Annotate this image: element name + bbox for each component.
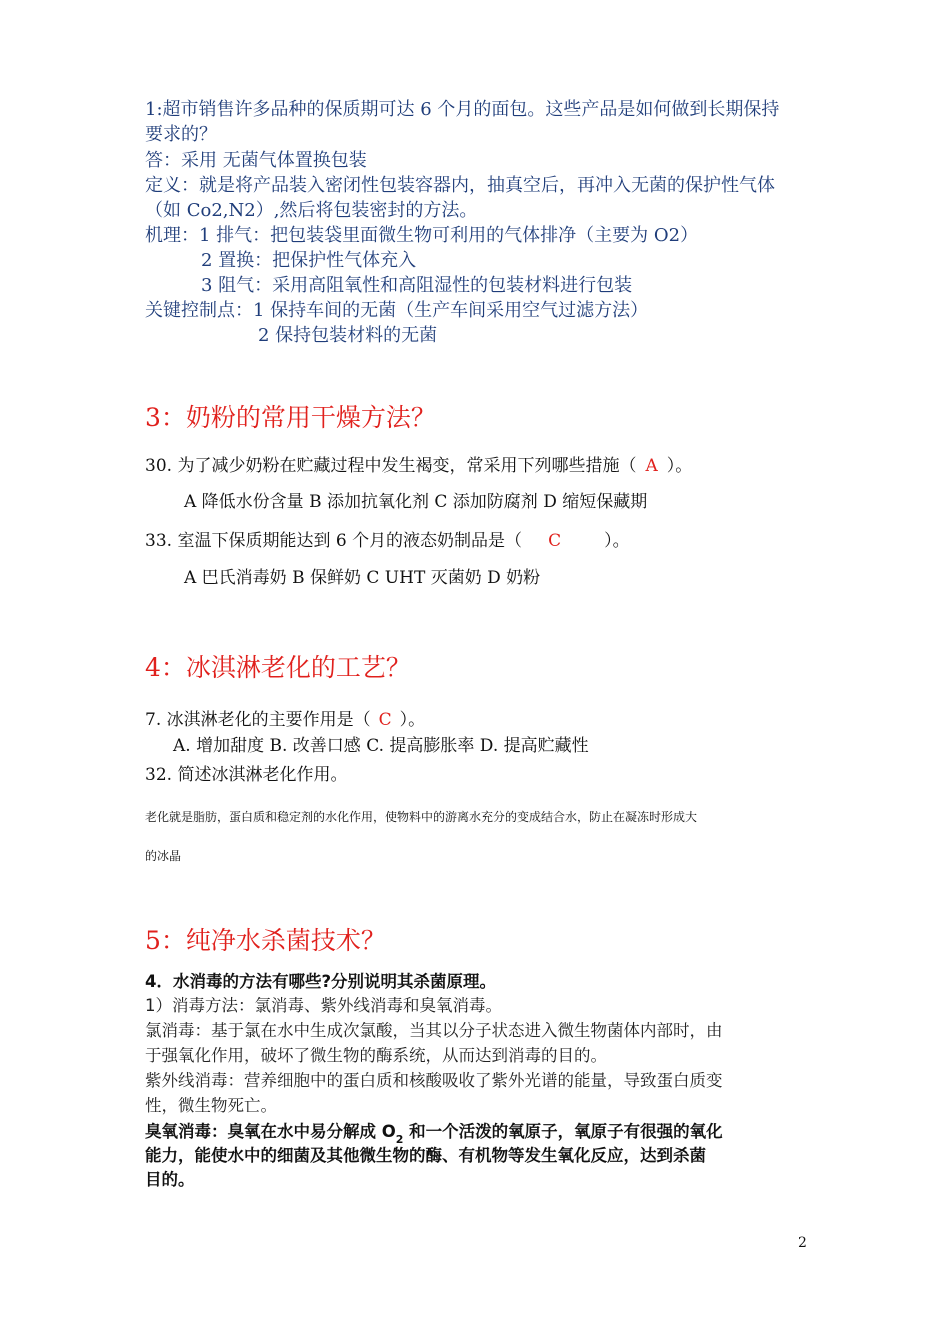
question-33: 33. 室温下保质期能达到 6 个月的液态奶制品是（ C ）。 bbox=[145, 531, 630, 551]
q1-definition-line1: 定义：就是将产品装入密闭性包装容器内，抽真空后，再冲入无菌的保护性气体 bbox=[145, 175, 775, 196]
ozone-line1: 臭氧消毒：臭氧在水中易分解成 $O_2$ 和一个活泼的氧原子，氧原子有很强的氧化 bbox=[145, 1122, 723, 1146]
ozone-line3: 目的。 bbox=[145, 1170, 195, 1189]
question-7: 7. 冰淇淋老化的主要作用是（ C ）。 bbox=[145, 710, 426, 730]
chlorine-line1: 氯消毒：基于氯在水中生成次氯酸，当其以分子状态进入微生物菌体内部时，由 bbox=[145, 1021, 723, 1040]
question-33-options: A 巴氏消毒奶 B 保鲜奶 C UHT 灭菌奶 D 奶粉 bbox=[184, 568, 541, 588]
uv-line1: 紫外线消毒：营养细胞中的蛋白质和核酸吸收了紫外光谱的能量，导致蛋白质变 bbox=[145, 1071, 723, 1090]
q1-definition-line2: （如 Co2,N2）,然后将包装密封的方法。 bbox=[145, 200, 478, 221]
aging-explanation-line1: 老化就是脂肪，蛋白质和稳定剂的水化作用，使物料中的游离水充分的变成结合水，防止在凝冻时形成大 bbox=[145, 810, 698, 824]
question-30: 30. 为了减少奶粉在贮藏过程中发生褐变，常采用下列哪些措施（ A ）。 bbox=[145, 456, 693, 476]
water-disinfection-question: 4．水消毒的方法有哪些?分别说明其杀菌原理。 bbox=[145, 972, 497, 991]
aging-explanation-line2: 的冰晶 bbox=[145, 849, 182, 863]
answer-30: A bbox=[645, 456, 658, 476]
question-30-options: A 降低水份含量 B 添加抗氧化剂 C 添加防腐剂 D 缩短保藏期 bbox=[184, 492, 648, 512]
q1-key-point-1: 关键控制点：1 保持车间的无菌（生产车间采用空气过滤方法） bbox=[145, 300, 649, 321]
question-32: 32. 简述冰淇淋老化作用。 bbox=[145, 765, 348, 785]
q1-mechanism-1: 机理：1 排气：把包装袋里面微生物可利用的气体排净（主要为 O2） bbox=[145, 225, 699, 246]
answer-33: C bbox=[548, 531, 562, 551]
q1-key-point-2: 2 保持包装材料的无菌 bbox=[258, 325, 438, 346]
q1-answer: 答：采用 无菌气体置换包装 bbox=[145, 150, 367, 171]
q1-question-line1: 1:超市销售许多品种的保质期可达 6 个月的面包。这些产品是如何做到长期保持 bbox=[145, 99, 780, 120]
chlorine-line2: 于强氧化作用，破坏了微生物的酶系统，从而达到消毒的目的。 bbox=[145, 1046, 607, 1065]
q1-question-line2: 要求的？ bbox=[145, 124, 217, 145]
q1-mechanism-3: 3 阻气：采用高阻氧性和高阻湿性的包装材料进行包装 bbox=[201, 275, 633, 296]
section-3-heading: 3：奶粉的常用干燥方法？ bbox=[145, 403, 436, 432]
section-5-heading: 5：纯净水杀菌技术？ bbox=[145, 926, 386, 955]
question-7-options: A. 增加甜度 B. 改善口感 C. 提高膨胀率 D. 提高贮藏性 bbox=[173, 736, 589, 756]
disinfection-methods: 1）消毒方法：氯消毒、紫外线消毒和臭氧消毒。 bbox=[145, 996, 502, 1015]
ozone-line2: 能力，能使水中的细菌及其他微生物的酶、有机物等发生氧化反应，达到杀菌 bbox=[145, 1146, 706, 1165]
uv-line2: 性，微生物死亡。 bbox=[145, 1096, 277, 1115]
page-number: 2 bbox=[798, 1235, 807, 1251]
answer-7: C bbox=[378, 710, 392, 730]
section-4-heading: 4：冰淇淋老化的工艺？ bbox=[145, 653, 411, 682]
q1-mechanism-2: 2 置换：把保护性气体充入 bbox=[201, 250, 417, 271]
